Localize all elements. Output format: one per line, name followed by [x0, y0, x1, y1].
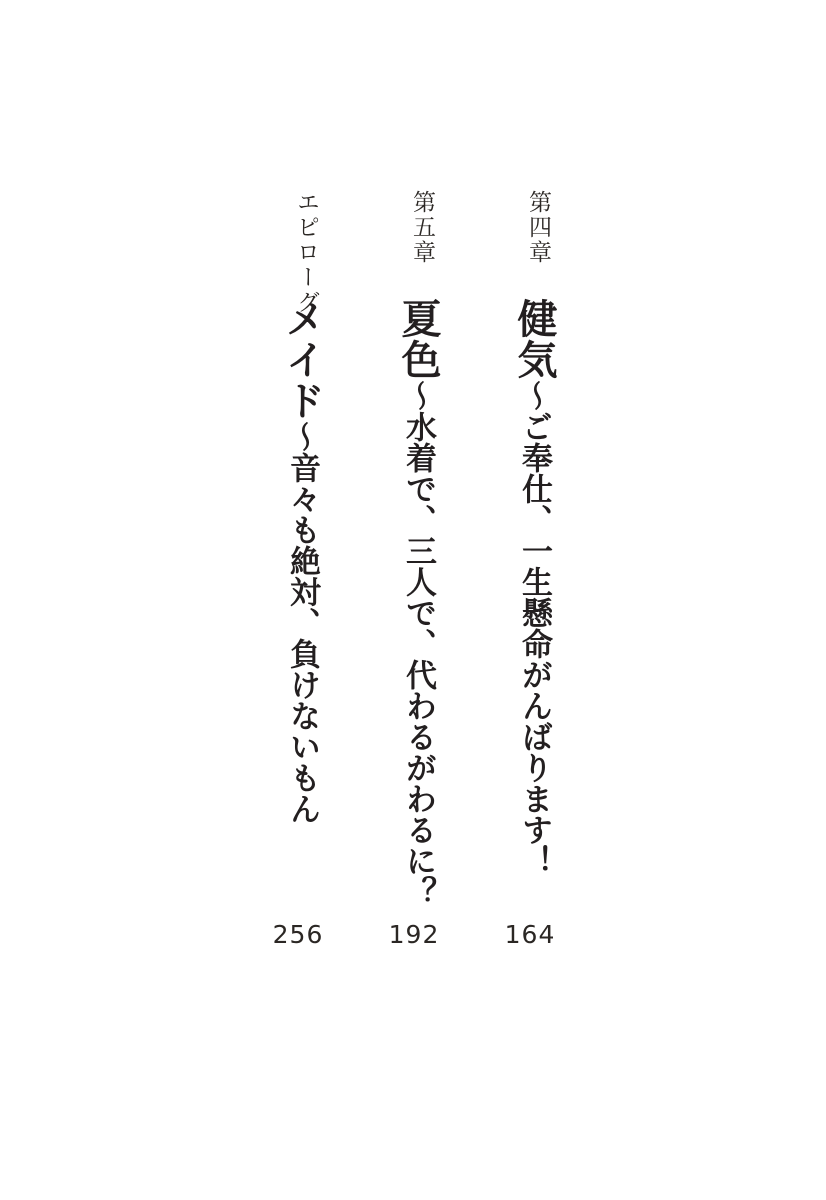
- toc-entry: [246, 190, 366, 980]
- page-number: 256: [272, 920, 324, 949]
- chapter-title: [395, 298, 441, 907]
- chapter-subtitle: 〜音々も絶対、負けないもん: [284, 421, 320, 824]
- chapter-label: 第五章: [409, 190, 435, 265]
- page-number: 192: [388, 920, 440, 949]
- chapter-label: 第四章: [525, 190, 551, 265]
- chapter-label: エピローグ: [293, 190, 319, 315]
- chapter-title-text: メイド: [279, 298, 325, 421]
- chapter-title: [279, 298, 325, 824]
- page-number: 164: [504, 920, 556, 949]
- toc-entry: [362, 190, 482, 980]
- toc-entry: [478, 190, 598, 980]
- chapter-title: [511, 298, 557, 876]
- chapter-title-text: 健気: [511, 298, 557, 380]
- chapter-title-text: 夏色: [395, 298, 441, 380]
- chapter-subtitle: 〜ご奉仕、一生懸命がんばります！: [516, 380, 552, 876]
- chapter-subtitle: 〜水着で、三人で、代わるがわるに？: [400, 380, 436, 907]
